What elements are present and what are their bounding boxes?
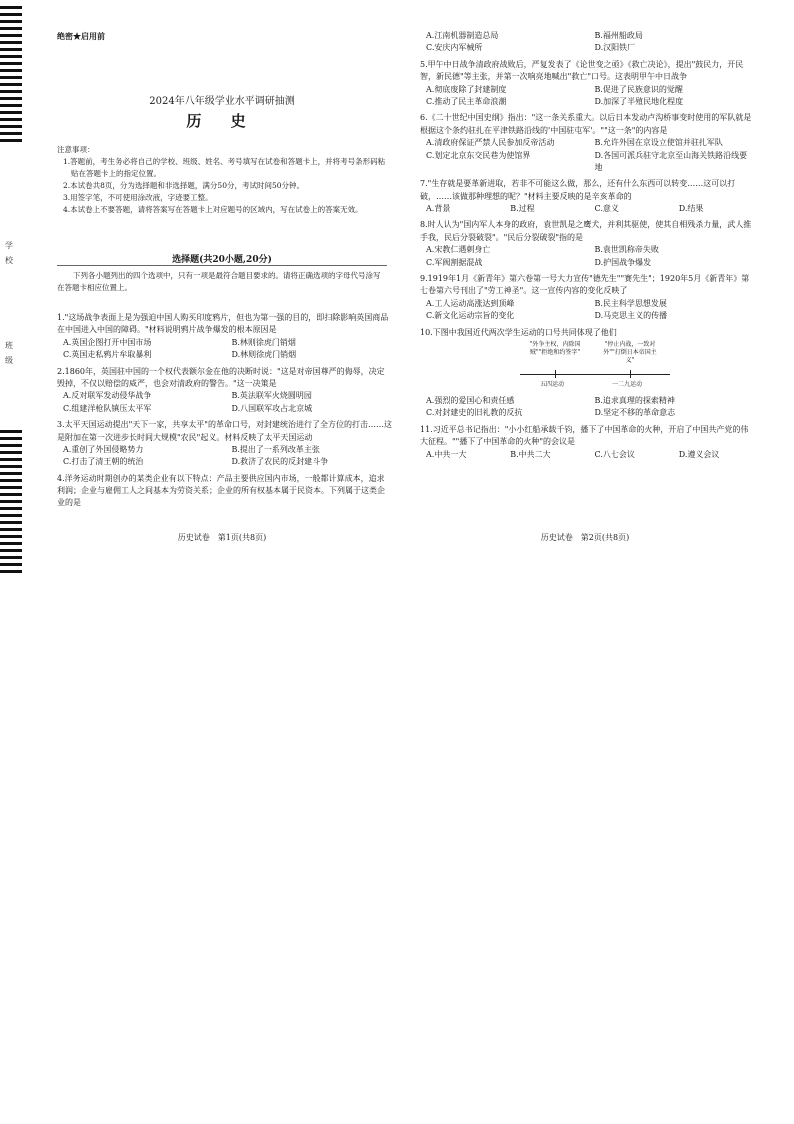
answer-option: D.八国联军攻占北京城 <box>231 403 313 413</box>
answer-option: A.清政府保证严禁人民参加反帝活动 <box>426 138 555 148</box>
binding-stripe <box>0 20 22 23</box>
answer-option: D.加深了半殖民地化程度 <box>594 96 684 106</box>
answer-option: A.宋教仁遇刺身亡 <box>426 245 491 255</box>
answer-option: D.救济了农民的反封建斗争 <box>231 457 329 467</box>
binding-stripe <box>0 521 22 524</box>
diagram-tick <box>630 370 631 378</box>
answer-option: D.各国可派兵驻守北京至山海关铁路沿线要地 <box>594 150 748 172</box>
binding-stripe <box>0 493 22 496</box>
answer-option: A.反对联军发动侵华战争 <box>63 391 152 401</box>
binding-stripe <box>0 451 22 454</box>
answer-option: A.强烈的爱国心和责任感 <box>426 395 515 405</box>
answer-option: D.林则徐虎门销烟 <box>231 350 297 360</box>
binding-stripe <box>0 13 22 16</box>
binding-stripe <box>0 542 22 545</box>
diagram-label-left: 五四运动 <box>540 380 565 388</box>
answer-option: B.促进了民族意识的觉醒 <box>594 84 683 94</box>
question <box>57 473 392 510</box>
notice-block <box>57 144 387 216</box>
binding-stripe <box>0 6 22 9</box>
answer-option: D.护国战争爆发 <box>594 257 652 267</box>
binding-stripe <box>0 55 22 58</box>
question-stem: 10.下图中我国近代两次学生运动的口号共同体现了他们 <box>420 327 617 337</box>
answer-option: A.江南机器制造总局 <box>426 31 499 40</box>
answer-option: B.福州船政局 <box>594 31 643 40</box>
binding-stripe <box>0 486 22 489</box>
binding-label: 校 <box>5 256 13 265</box>
secret-label: 绝密★启用前 <box>57 31 105 41</box>
page-footer: 历史试卷 第2页(共8页) <box>540 533 630 542</box>
question-stem: 6.《二十世纪中国史纲》指出："这一条关系重大。以后日本发动卢沟桥事变时使用的军队就是根据这个条约驻扎在平津铁路沿线的'中国驻屯军'。""这一条"的内容是 <box>420 113 752 135</box>
answer-option: C.英国走私鸦片牟取暴利 <box>63 350 152 360</box>
diagram-quote-right: "停止内战，一致对外""打倒日本帝国主义" <box>603 340 657 364</box>
answer-option: B.民主科学思想发展 <box>594 298 667 308</box>
binding-stripe <box>0 69 22 72</box>
binding-stripe <box>0 27 22 30</box>
answer-option: C.八七会议 <box>594 449 635 459</box>
notice-item: 2.本试卷共8页，分为选择题和非选择题，满分50分，考试时间50分钟。 <box>63 181 305 190</box>
binding-label: 学 <box>5 241 13 250</box>
answer-option: A.重创了外国侵略势力 <box>63 444 144 454</box>
answer-option: B.袁世凯称帝失败 <box>594 245 659 255</box>
answer-option: D.汉阳铁厂 <box>594 43 636 53</box>
question-stem: 8.时人认为"国内军人本身的政府，袁世凯是之鹰犬，并利其驱使，使其自相残杀力量，武人推手我，民后分裂破裂"。"民后分裂破裂"指的是 <box>420 220 752 242</box>
question-list <box>420 30 755 465</box>
binding-stripe <box>0 111 22 114</box>
subject-title: 历 史 <box>186 112 258 130</box>
binding-stripe <box>0 444 22 447</box>
binding-stripe <box>0 458 22 461</box>
answer-option: C.划定北京东交民巷为使馆界 <box>426 150 531 160</box>
binding-stripe <box>0 97 22 100</box>
binding-stripe <box>0 76 22 79</box>
question <box>57 366 392 416</box>
answer-options <box>57 337 392 362</box>
question <box>420 219 755 269</box>
question-stem: 4.洋务运动时期创办的某类企业有以下特点：产品主要供应国内市场，一般都计算成本，追求利润；企业与雇佣工人之间基本为劳资关系；企业的所有权基本属于民资本。下列属于这类企业的是 <box>57 473 385 508</box>
answer-option: C.组建洋枪队镇压太平军 <box>63 403 152 413</box>
question <box>420 327 755 420</box>
binding-stripe <box>0 437 22 440</box>
diagram-label-right: 一二九运动 <box>612 380 643 388</box>
answer-option: B.英法联军火烧圆明园 <box>231 391 312 401</box>
answer-option: B.林则徐虎门销烟 <box>231 337 296 347</box>
binding-stripe <box>0 556 22 559</box>
answer-option: C.意义 <box>594 204 619 214</box>
binding-stripe <box>0 34 22 37</box>
binding-stripe <box>0 500 22 503</box>
binding-stripe <box>0 90 22 93</box>
answer-option: B.追求真理的探索精神 <box>594 395 675 405</box>
question <box>57 312 392 362</box>
page-2 <box>415 0 755 560</box>
question-stem: 1."这场战争表面上是为强迫中国人购买印度鸦片，但也为第一强的目的，即扫除影响英国商品在中国进入中国的障碍。"材料说明鸦片战争爆发的根本原因是 <box>57 313 389 335</box>
binding-stripe <box>0 528 22 531</box>
binding-stripe <box>0 535 22 538</box>
diagram-quote-left: "外争主权，内除国贼""拒绝和约签字" <box>529 340 581 356</box>
answer-option: A.彻底废除了封建制度 <box>426 84 507 94</box>
binding-label: 班 <box>5 341 13 350</box>
notice-item: 3.用签字笔，不可使用涂改液，字迹要工整。 <box>63 193 213 202</box>
question-stem: 7."生存就是要革新进取，若非不可能这么做，那么，还有什么东西可以转变……这可以打破，……该做那种理想的呢？"材料主要反映的是辛亥革命的 <box>420 179 736 201</box>
answer-options <box>420 84 755 109</box>
question <box>420 424 755 461</box>
page-1 <box>52 0 392 560</box>
binding-stripe <box>0 570 22 573</box>
page-footer: 历史试卷 第1页(共8页) <box>177 533 267 542</box>
answer-option: C.推动了民主革命浪潮 <box>426 96 507 106</box>
question-stem: 5.甲午中日战争清政府战败后，严复发表了《论世变之亟》《救亡决论》，提出"鼓民力，开民智，新民德"等主张，并第一次响亮地喊出"救亡"口号。这表明甲午中日战争 <box>420 59 744 82</box>
answer-options <box>420 137 755 174</box>
question <box>420 178 755 215</box>
answer-option: B.过程 <box>510 204 535 214</box>
binding-stripe <box>0 472 22 475</box>
question-stem: 3.太平天国运动提出"天下一家，共享太平"的革命口号，对封建统治进行了全方位的打击……这是附加在第一次进步长时间大规模"农民"起义。材料反映了太平天国运动 <box>57 420 392 442</box>
section-title: 选择题(共20小题,20分) <box>172 255 272 265</box>
timeline-diagram <box>520 341 670 391</box>
answer-option: B.允许外国在京设立使馆并驻扎军队 <box>594 138 723 148</box>
binding-margin <box>0 0 26 600</box>
binding-stripe <box>0 139 22 142</box>
answer-option: D.结果 <box>678 204 704 214</box>
question-stem: 11.习近平总书记指出："小小红船承载千钧，播下了中国革命的火种，开启了中国共产党的伟大征程。""播下了中国革命的火种"的会议是 <box>420 424 749 447</box>
answer-options <box>420 244 755 269</box>
binding-stripe <box>0 132 22 135</box>
answer-options <box>420 203 755 215</box>
binding-stripe <box>0 118 22 121</box>
diagram-tick <box>555 370 556 378</box>
section-divider <box>57 265 387 266</box>
answer-option: B.中共二大 <box>510 449 551 459</box>
binding-label: 级 <box>5 356 13 365</box>
answer-options <box>420 298 755 323</box>
question <box>420 30 755 55</box>
answer-options <box>57 390 392 415</box>
binding-stripe <box>0 563 22 566</box>
answer-option: D.坚定不移的革命意志 <box>594 408 676 418</box>
answer-option: A.背景 <box>426 204 451 214</box>
binding-stripe <box>0 48 22 51</box>
answer-option: C.军阀割据混战 <box>426 257 483 267</box>
binding-stripe <box>0 465 22 468</box>
answer-option: D.马克思主义的传播 <box>594 311 668 321</box>
answer-option: A.工人运动高涨达到顶峰 <box>426 298 515 308</box>
binding-stripe <box>0 104 22 107</box>
notice-item: 4.本试卷上不要答题，请将答案写在答题卡上对应题号的区域内，写在试卷上的答案无效。 <box>63 205 363 214</box>
binding-stripe <box>0 507 22 510</box>
question <box>57 419 392 469</box>
binding-stripe <box>0 549 22 552</box>
answer-option: B.提出了一系列改革主张 <box>231 444 320 454</box>
answer-option: A.中共一大 <box>426 449 467 459</box>
answer-options <box>420 449 755 461</box>
question-stem: 2.1860年，英国驻中国的一个权代表额尔金在他的决断时说："这是对帝国尊严的侮辱，决定毁掉，不仅以赔偿的威严，也会对清政府的警告。"这一决策是 <box>57 366 385 388</box>
answer-options <box>57 444 392 469</box>
answer-option: A.英国企图打开中国市场 <box>63 337 152 347</box>
answer-option: C.打击了清王朝的统治 <box>63 457 144 467</box>
notice-item: 1.答题前，考生务必将自己的学校、班级、姓名、考号填写在试卷和答题卡上，并将考号条形码粘贴在答题卡上的指定位置。 <box>63 157 386 178</box>
question-list <box>57 312 392 514</box>
section-intro: 下列各小题列出的四个选项中，只有一项是最符合题目要求的。请将正确选项的字母代号涂写在答题卡相应位置上。 <box>57 271 381 292</box>
answer-option: C.对封建史的旧礼教的反抗 <box>426 408 523 418</box>
binding-stripe <box>0 83 22 86</box>
question-stem: 9.1919年1月《新青年》第六卷第一号大力宣传"德先生""赛先生"；1920年5月《新青年》第七卷第六号刊出了"劳工神圣"。这一宣传内容的变化反映了 <box>420 274 750 296</box>
answer-options <box>420 395 755 420</box>
answer-option: C.安庆内军械所 <box>426 43 483 53</box>
binding-stripe <box>0 479 22 482</box>
binding-stripe <box>0 41 22 44</box>
answer-options <box>420 30 755 55</box>
question <box>420 112 755 174</box>
diagram-axis <box>520 374 670 375</box>
binding-stripe <box>0 62 22 65</box>
binding-stripe <box>0 514 22 517</box>
binding-stripe <box>0 125 22 128</box>
binding-stripe <box>0 430 22 433</box>
question <box>420 273 755 323</box>
exam-title: 2024年八年级学业水平调研抽测 <box>149 96 295 107</box>
question <box>420 59 755 109</box>
answer-option: C.新文化运动宗旨的变化 <box>426 311 515 321</box>
answer-option: D.遵义会议 <box>678 449 720 459</box>
notice-title: 注意事项： <box>57 145 95 154</box>
